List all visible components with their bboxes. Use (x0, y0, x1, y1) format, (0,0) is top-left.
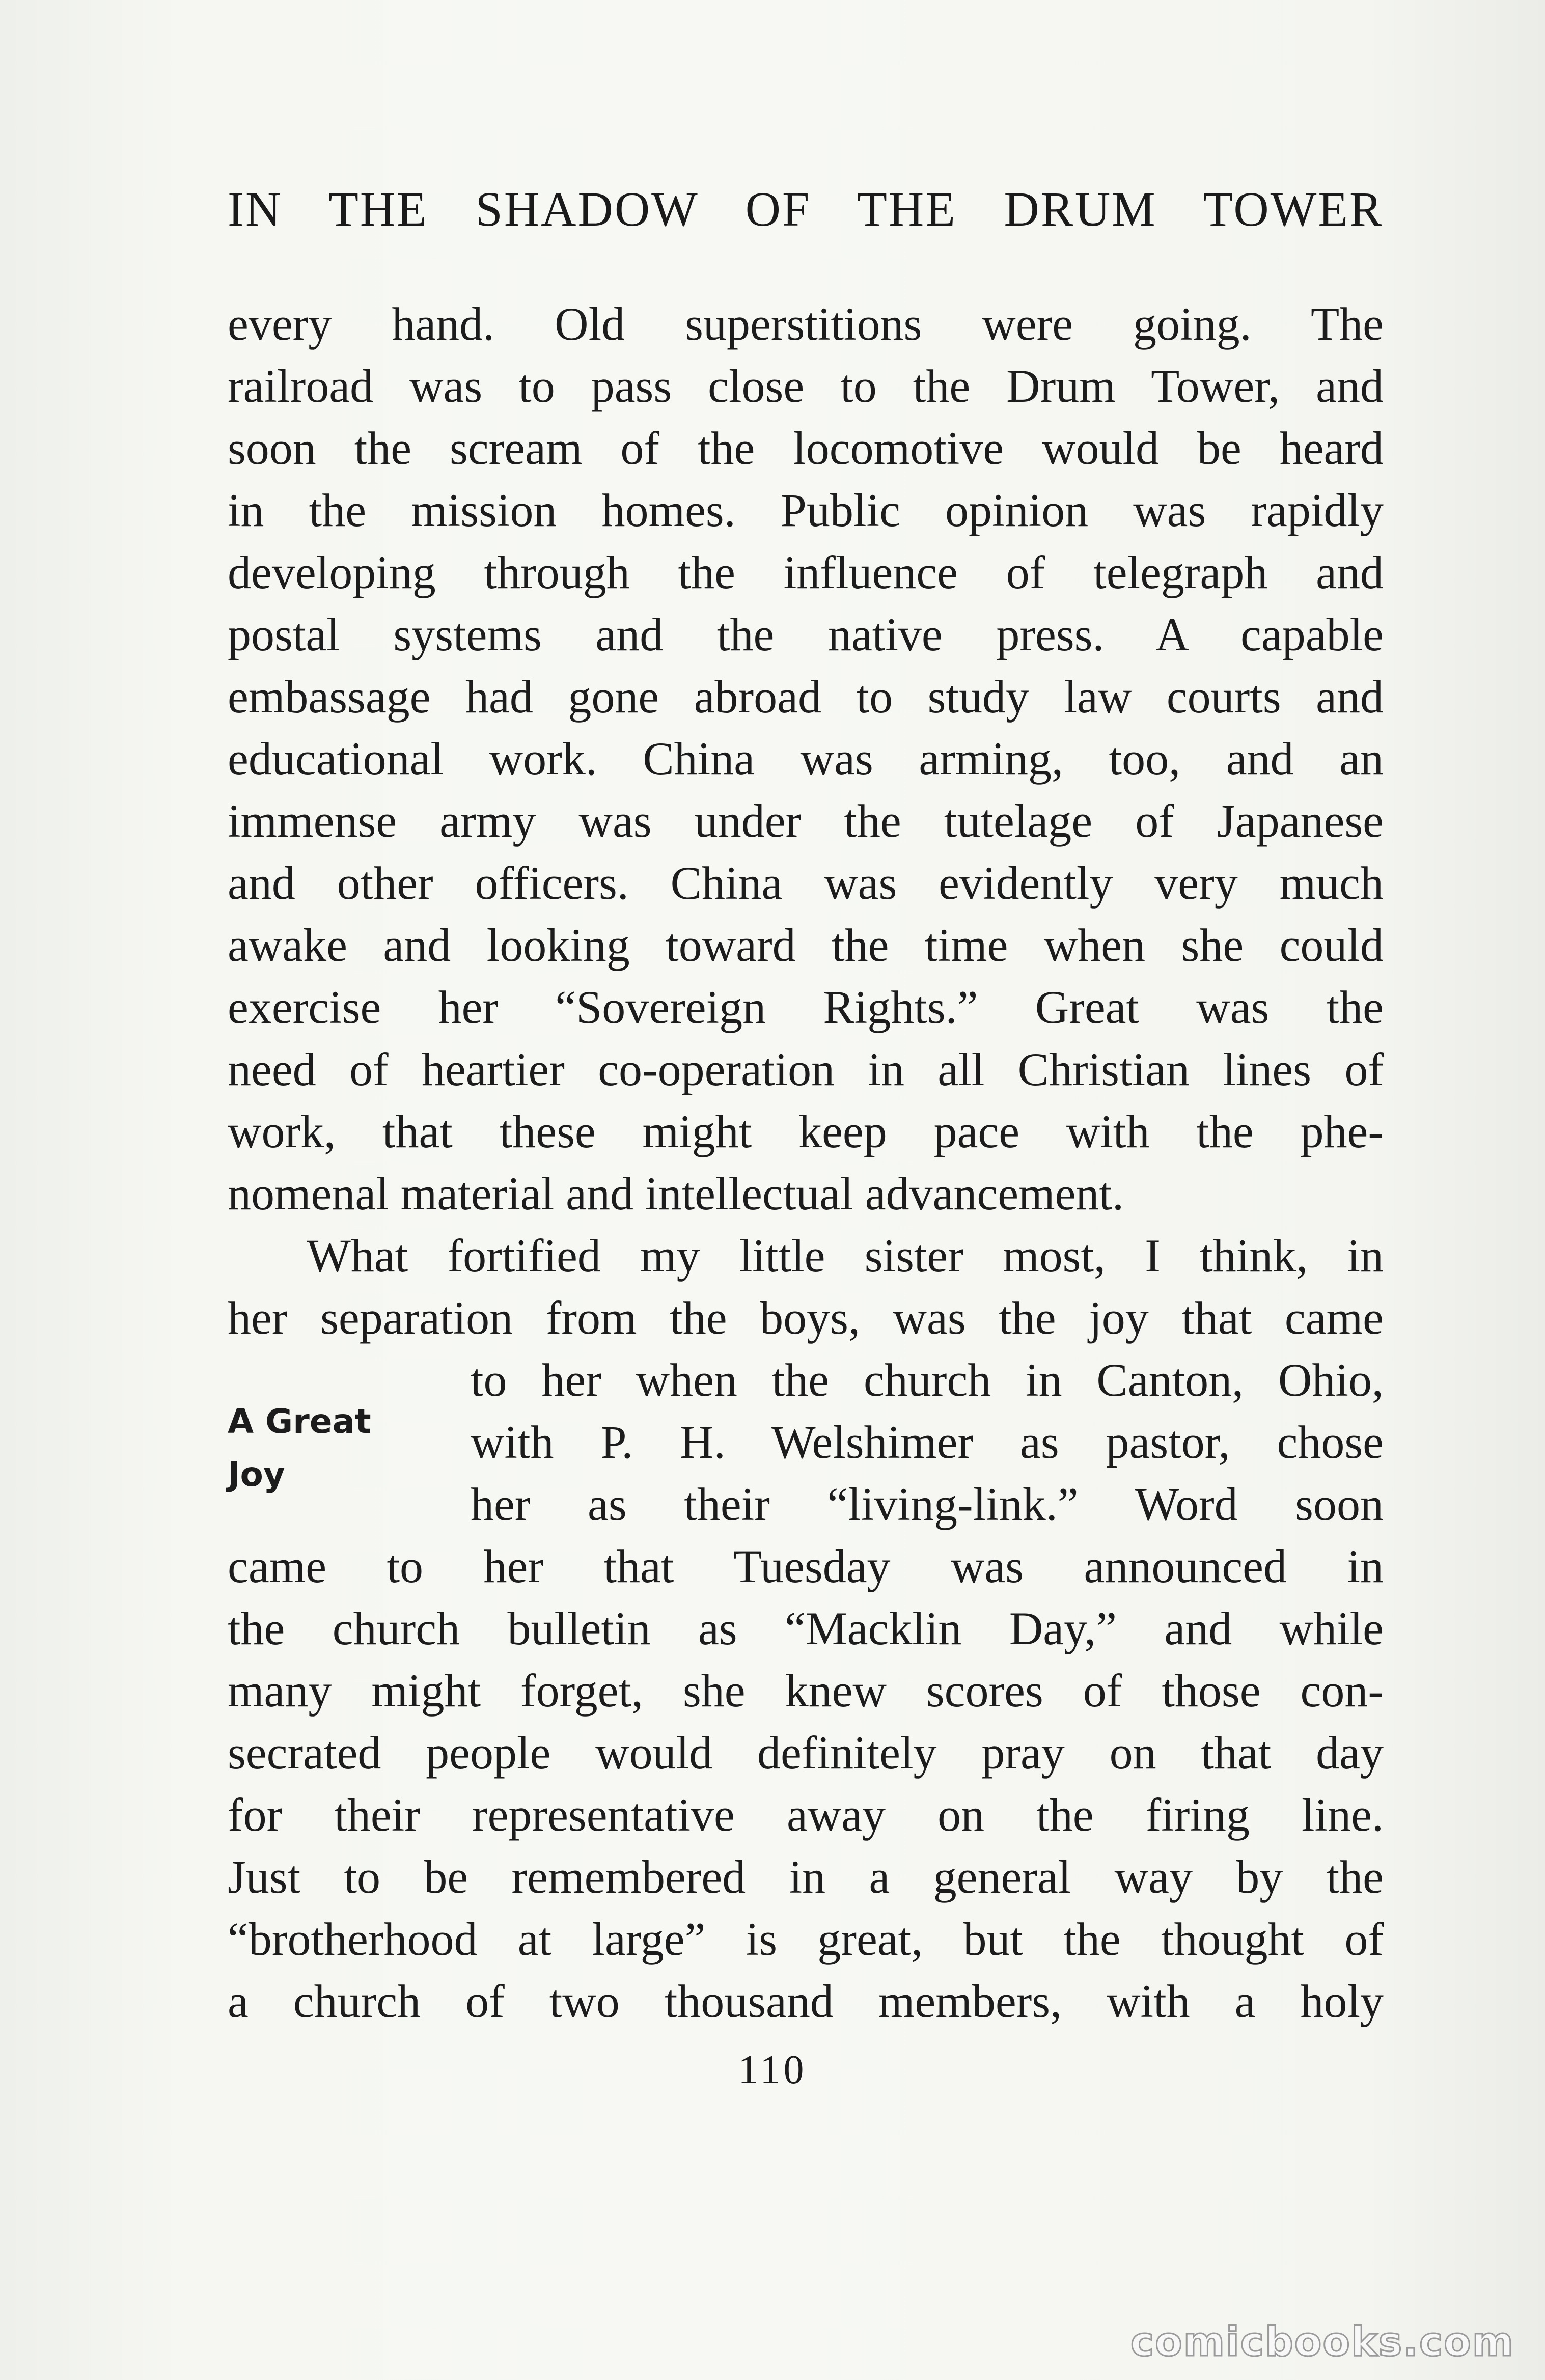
text-line: educational work. China was arming, too, and an (228, 733, 1384, 785)
text-line: postal systems and the native press. A capable (228, 608, 1384, 660)
text-line: immense army was under the tutelage of Japanese (228, 795, 1384, 847)
text-line: her separation from the boys, was the joy that came (228, 1292, 1384, 1344)
text-line: for their representative away on the firing line. (228, 1789, 1384, 1841)
text-line: Just to be remembered in a general way by the (228, 1851, 1384, 1903)
text-line: her as their “living-link.” Word soon (471, 1478, 1384, 1530)
text-line: work, that these might keep pace with the phe- (228, 1105, 1384, 1157)
text-line: secrated people would definitely pray on that day (228, 1727, 1384, 1779)
text-line: railroad was to pass close to the Drum Tower, and (228, 360, 1384, 412)
text-line: many might forget, she knew scores of those con- (228, 1665, 1384, 1717)
text-line: a church of two thousand members, with a holy (228, 1975, 1384, 2027)
text-line: awake and looking toward the time when she could (228, 919, 1384, 971)
sidenote-line: A Great (228, 1402, 371, 1441)
text-line: came to her that Tuesday was announced in (228, 1540, 1384, 1592)
text-line: the church bulletin as “Macklin Day,” and while (228, 1602, 1384, 1654)
text-line: soon the scream of the locomotive would be heard (228, 422, 1384, 474)
text-line: embassage had gone abroad to study law courts and (228, 671, 1384, 723)
text-line: with P. H. Welshimer as pastor, chose (471, 1416, 1384, 1468)
watermark: comicbooks.com (1130, 2319, 1514, 2365)
sidenote-line: Joy (228, 1455, 285, 1494)
page-number: 110 (738, 2047, 807, 2092)
text-line: exercise her “Sovereign Rights.” Great was the (228, 981, 1384, 1033)
text-line: and other officers. China was evidently very much (228, 857, 1384, 909)
paragraph-first-line: What fortified my little sister most, I think, in (307, 1230, 1384, 1282)
text-line: “brotherhood at large” is great, but the thought of (228, 1913, 1384, 1965)
text-line: every hand. Old superstitions were going. The (228, 298, 1384, 350)
running-head: IN THE SHADOW OF THE DRUM TOWER (228, 182, 1384, 236)
text-line: developing through the influence of telegraph and (228, 546, 1384, 598)
text-line: nomenal material and intellectual advancement. (228, 1168, 1124, 1220)
text-line: in the mission homes. Public opinion was rapidly (228, 484, 1384, 536)
text-line: need of heartier co-operation in all Christian lines of (228, 1043, 1384, 1095)
text-line: to her when the church in Canton, Ohio, (471, 1354, 1384, 1406)
margin-sidenote (228, 1395, 421, 1501)
